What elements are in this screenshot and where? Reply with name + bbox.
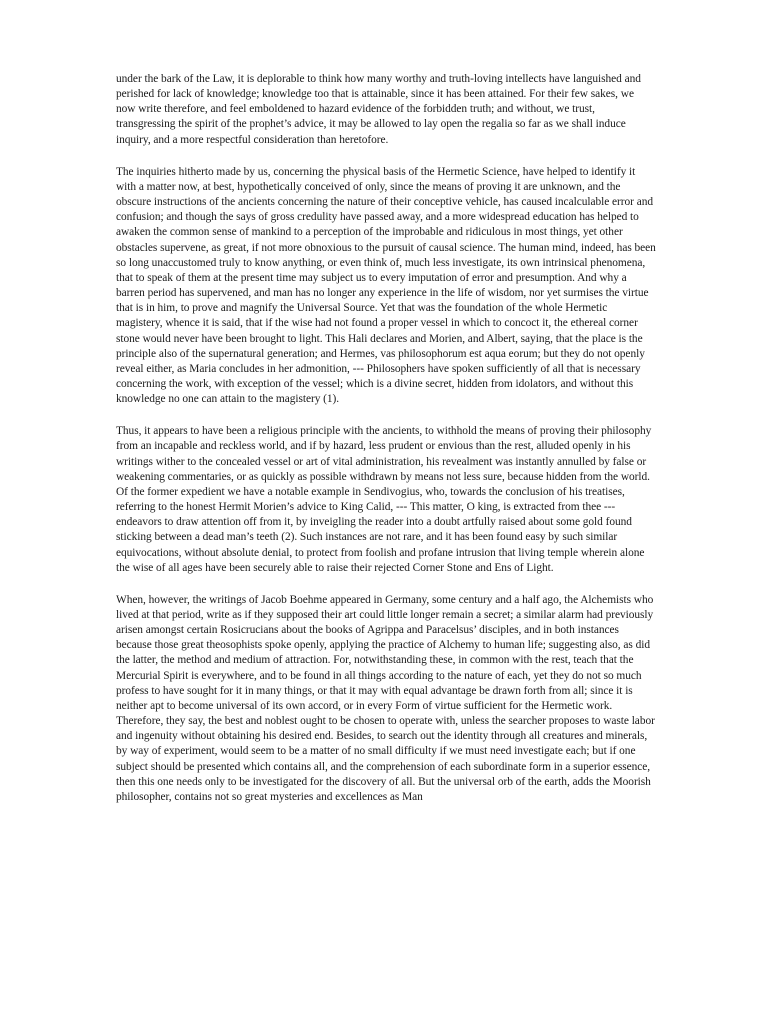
paragraph: When, however, the writings of Jacob Boehme appeared in Germany, some century and a half ago, the Alchemists who lived at that period, write as if they supposed their art could little longer remain a secret; a similar alarm had previously arisen amongst certain Rosicrucians about the books of Agrippa and Paracelsus’ disciples, and in both instances because those great theosophists spoke openly, applying the practice of Alchemy to human life; suggesting also, as did the latter, the method and medium of attraction. For, notwithstanding these, in common with the rest, teach that the Mercurial Spirit is everywhere, and to be found in all things according to the nature of each, yet they do not so much profess to have sought for it in many things, or that it may with equal advantage be drawn forth from all; since it is neither apt to become universal of its own accord, or in every Form of virtue sufficient for the Hermetic work. Therefore, they say, the best and noblest ought to be chosen to operate with, unless the searcher proposes to waste labor and ingenuity without obtaining his desired end. Besides, to search out the identity through all creatures and minerals, by way of experiment, would seem to be a matter of no small difficulty if we must need investigate each; but if one subject should be presented which contains all, and the comprehension of each subordinate form in a superior essence, then this one needs only to be investigated for the discovery of all. But the universal orb of the earth, adds the Moorish philosopher, contains not so great mysteries and excellences as Man: [116, 593, 655, 803]
paragraph: Thus, it appears to have been a religious principle with the ancients, to withhold the means of proving their philosophy from an incapable and reckless world, and if by hazard, less prudent or envious than the rest, alluded openly in his writings wither to the concealed vessel or art of vital administration, his revealment was instantly annulled by false or weakening commentaries, or as quickly as possible withdrawn by means not less sure, because hidden from the world. Of the former expedient we have a notable example in Sendivogius, who, towards the conclusion of his treatises, referring to the honest Hermit Morien’s advice to King Calid, --- This matter, O king, is extracted from thee --- endeavors to draw attention off from it, by inveigling the reader into a doubt artfully raised about some gold found sticking between a dead man’s teeth (2). Such instances are not rare, and it has been found easy by such similar equivocations, without absolute denial, to protect from foolish and profane intrusion that living temple wherein alone the wise of all ages have been securely able to raise their rejected Corner Stone and Ens of Light.: [116, 425, 652, 574]
document-page: [116, 72, 656, 822]
paragraph: The inquiries hitherto made by us, concerning the physical basis of the Hermetic Science, have helped to identify it with a matter now, at best, hypothetically conceived of only, since the means of proving it are unknown, and the obscure instructions of the ancients concerning the nature of their conceptive vehicle, has caused incalculable error and confusion; and though the says of gross credulity have passed away, and a more widespread education has helped to awaken the common sense of mankind to a perception of the improbable and ridiculous in most things, yet other obstacles supervene, as great, if not more obnoxious to the pursuit of causal science. The human mind, indeed, has been so long unaccustomed truly to know anything, or even think of, much less investigate, its own intrinsical phenomena, that to speak of them at the present time may subject us to every imputation of error and presumption. And why a barren period has supervened, and man has no longer any experience in the life of wisdom, nor yet surmises the virtue that is in him, to prove and magnify the Universal Source. Yet that was the foundation of the whole Hermetic magistery, whence it is said, that if the wise had not found a proper vessel in which to concoct it, the ethereal corner stone would never have been brought to light. This Hali declares and Morien, and Albert, saying, that the place is the principle also of the supernatural generation; and Hermes, vas philosophorum est aqua eorum; but they do not openly reveal either, as Maria concludes in her admonition, --- Philosophers have spoken sufficiently of all that is necessary concerning the work, with exception of the vessel; which is a divine secret, hidden from idolators, and without this knowledge no one can attain to the magistery (1).: [116, 165, 656, 406]
paragraph: under the bark of the Law, it is deplorable to think how many worthy and truth-loving intellects have languished and perished for lack of knowledge; knowledge too that is attainable, since it has been attained. For their few sakes, we now write therefore, and feel emboldened to hazard evidence of the forbidden truth; and without, we trust, transgressing the spirit of the prophet’s advice, it may be allowed to lay open the regalia so far as we shall induce inquiry, and a more respectful consideration than heretofore.: [116, 73, 641, 146]
